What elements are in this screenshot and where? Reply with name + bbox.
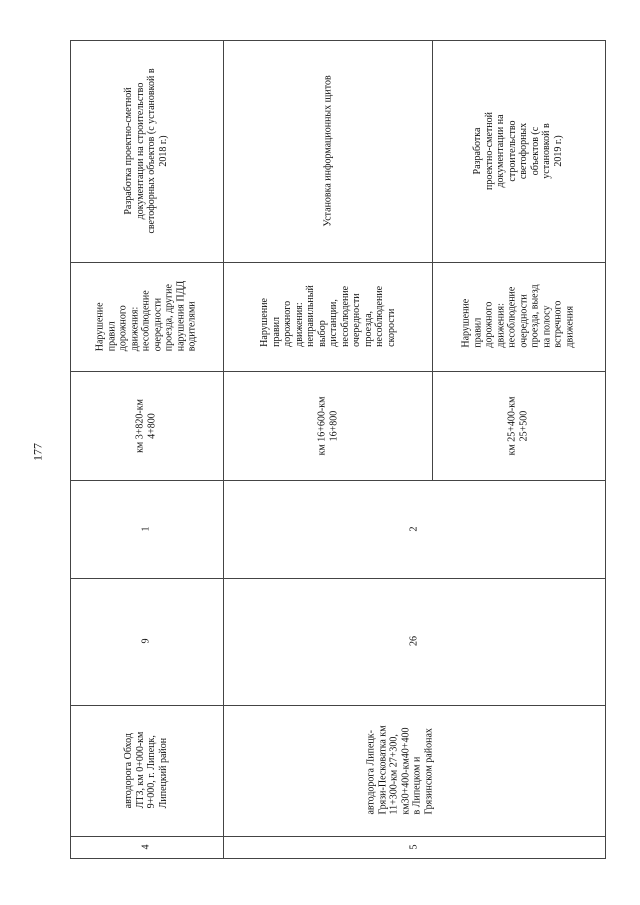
row5-count: 26 (408, 636, 420, 646)
row4-accidents: 1 (140, 526, 152, 532)
table-border-top (70, 40, 606, 41)
table-border-right (605, 40, 606, 859)
col-sep-5 (70, 371, 606, 372)
row5a-section: км 16+600-км 16+800 (316, 396, 339, 456)
row4-number: 4 (140, 844, 152, 850)
row5-accidents: 2 (408, 526, 420, 532)
table-border-left (70, 40, 71, 859)
row5-road: автодорога Липецк- Грязи-Песковатка км 11+300-км 27+300, км30+400-км40+400 в Липецком и Грязинском районах (365, 725, 434, 815)
col-sep-3 (70, 578, 606, 579)
row5-number: 5 (408, 844, 420, 850)
table-border-bottom (70, 858, 606, 859)
accident-sites-table (70, 40, 606, 859)
col-sep-2 (70, 705, 606, 706)
row5b-violations: Нарушение правил дорожного движения: несоблюдение очередности проезда, выезд на полосу встречного движения (460, 284, 575, 348)
row4-road: автодорога Обход ЛТЗ, км 0+000-км 9+000, г. Липецк, Липецкий район (123, 731, 169, 809)
row5a-measures: Установка информационных щитов (322, 75, 334, 227)
row4-section: км 3+820-км 4+800 (134, 399, 157, 453)
col-sep-1 (70, 836, 606, 837)
row5b-measures: Разработка проектно-сметной документации на строительство светофорных объектов (с установкой в 2019 г.) (472, 112, 564, 190)
col-sep-4 (70, 480, 606, 481)
row4-count: 9 (140, 638, 152, 644)
subrow-sep (432, 40, 433, 480)
col-sep-6 (70, 262, 606, 263)
row4-measures: Разработка проектно-сметной документации на строительство светофорных объектов (с установкой в 2018 г.) (123, 68, 169, 234)
row4-violations: Нарушение правил дорожного движения: несоблюдение очередности проезда, другие нарушения ПДД водителями (94, 280, 198, 352)
page-number: 177 (30, 443, 45, 461)
row5a-violations: Нарушение правил дорожного движения: неправильный выбор дистанции, несоблюдение очередности проезда, несоблюдение скорости (259, 285, 397, 347)
row5b-section: км 25+400-км 25+500 (506, 396, 529, 456)
row-sep-4-5 (223, 40, 224, 859)
